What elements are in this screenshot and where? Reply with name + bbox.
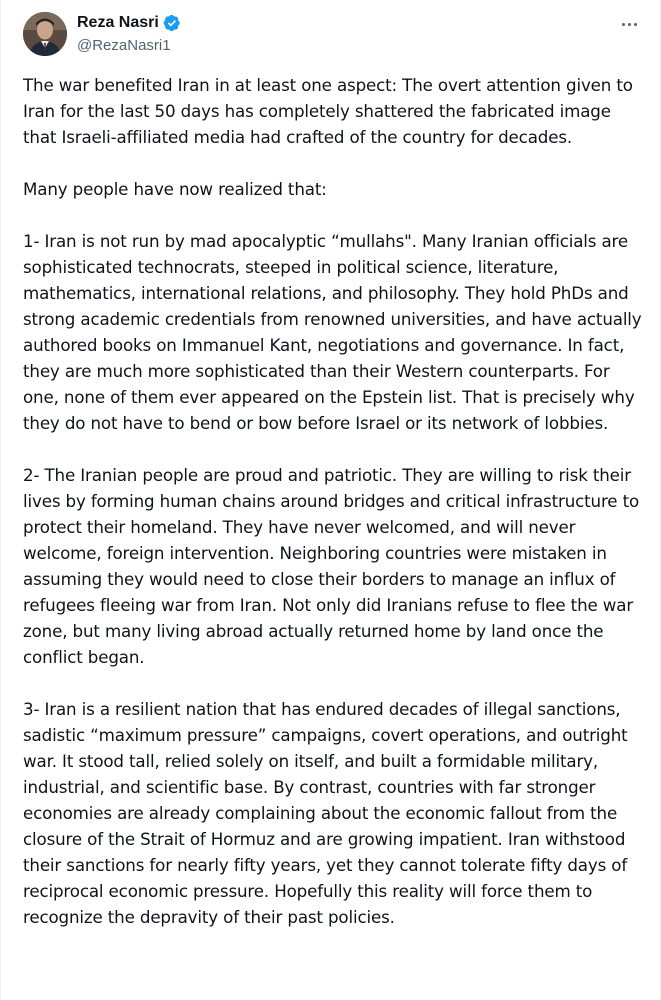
tweet-paragraph: Many people have now realized that: [23,179,327,199]
more-options-icon-dot [634,23,637,26]
tweet-paragraph: 1- Iran is not run by mad apocalyptic “mullahs". Many Iranian officials are sophisticated technocrats, steeped in political science, literature, mathematics, international relations, and philosophy. They hold PhDs and strong academic credentials from renowned universities, and have actually authored books on Immanuel Kant, negotiations and governance. In fact, they are much more sophisticated than their Western counterparts. For one, none of them ever appeared on the Epstein list. That is precisely why they do not have to bend or bow before Israel or its network of lobbies. [23,231,642,433]
author-name-row [77,13,181,33]
author-handle[interactable]: @RezaNasri1 [77,37,171,54]
tweet-paragraph: 2- The Iranian people are proud and patriotic. They are willing to risk their lives by forming human chains around bridges and critical infrastructure to protect their homeland. They have never welcomed, and will never welcome, foreign intervention. Neighboring countries were mistaken in assuming they would need to close their borders to manage an influx of refugees fleeing war from Iran. Not only did Iranians refuse to flee the war zone, but many living abroad actually returned home by land once the conflict began. [23,465,640,667]
author-display-name[interactable]: Reza Nasri [77,14,159,31]
more-options-icon [622,23,625,26]
tweet-paragraph: The war benefited Iran in at least one aspect: The overt attention given to Iran for the last 50 days has completely shattered the fabricated image that Israeli-affiliated media had crafted of the country for decades. [23,75,633,147]
more-options-button[interactable] [616,14,642,34]
tweet-header [1,0,660,72]
avatar[interactable] [23,12,67,56]
verified-badge-icon [163,14,181,32]
tweet-paragraph: 3- Iran is a resilient nation that has endured decades of illegal sanctions, sadistic “maximum pressure” campaigns, covert operations, and outright war. It stood tall, relied solely on itself, and built a formidable military, industrial, and scientific base. By contrast, countries with far stronger economies are already complaining about the economic fallout from the closure of the Strait of Hormuz and are growing impatient. Iran withstood their sanctions for nearly fifty years, yet they cannot tolerate fifty days of reciprocal economic pressure. Hopefully this reality will force them to recognize the depravity of their past policies. [23,699,628,927]
more-options-icon-dot [628,23,631,26]
avatar-photo-icon [23,12,67,56]
tweet-text [23,72,645,956]
